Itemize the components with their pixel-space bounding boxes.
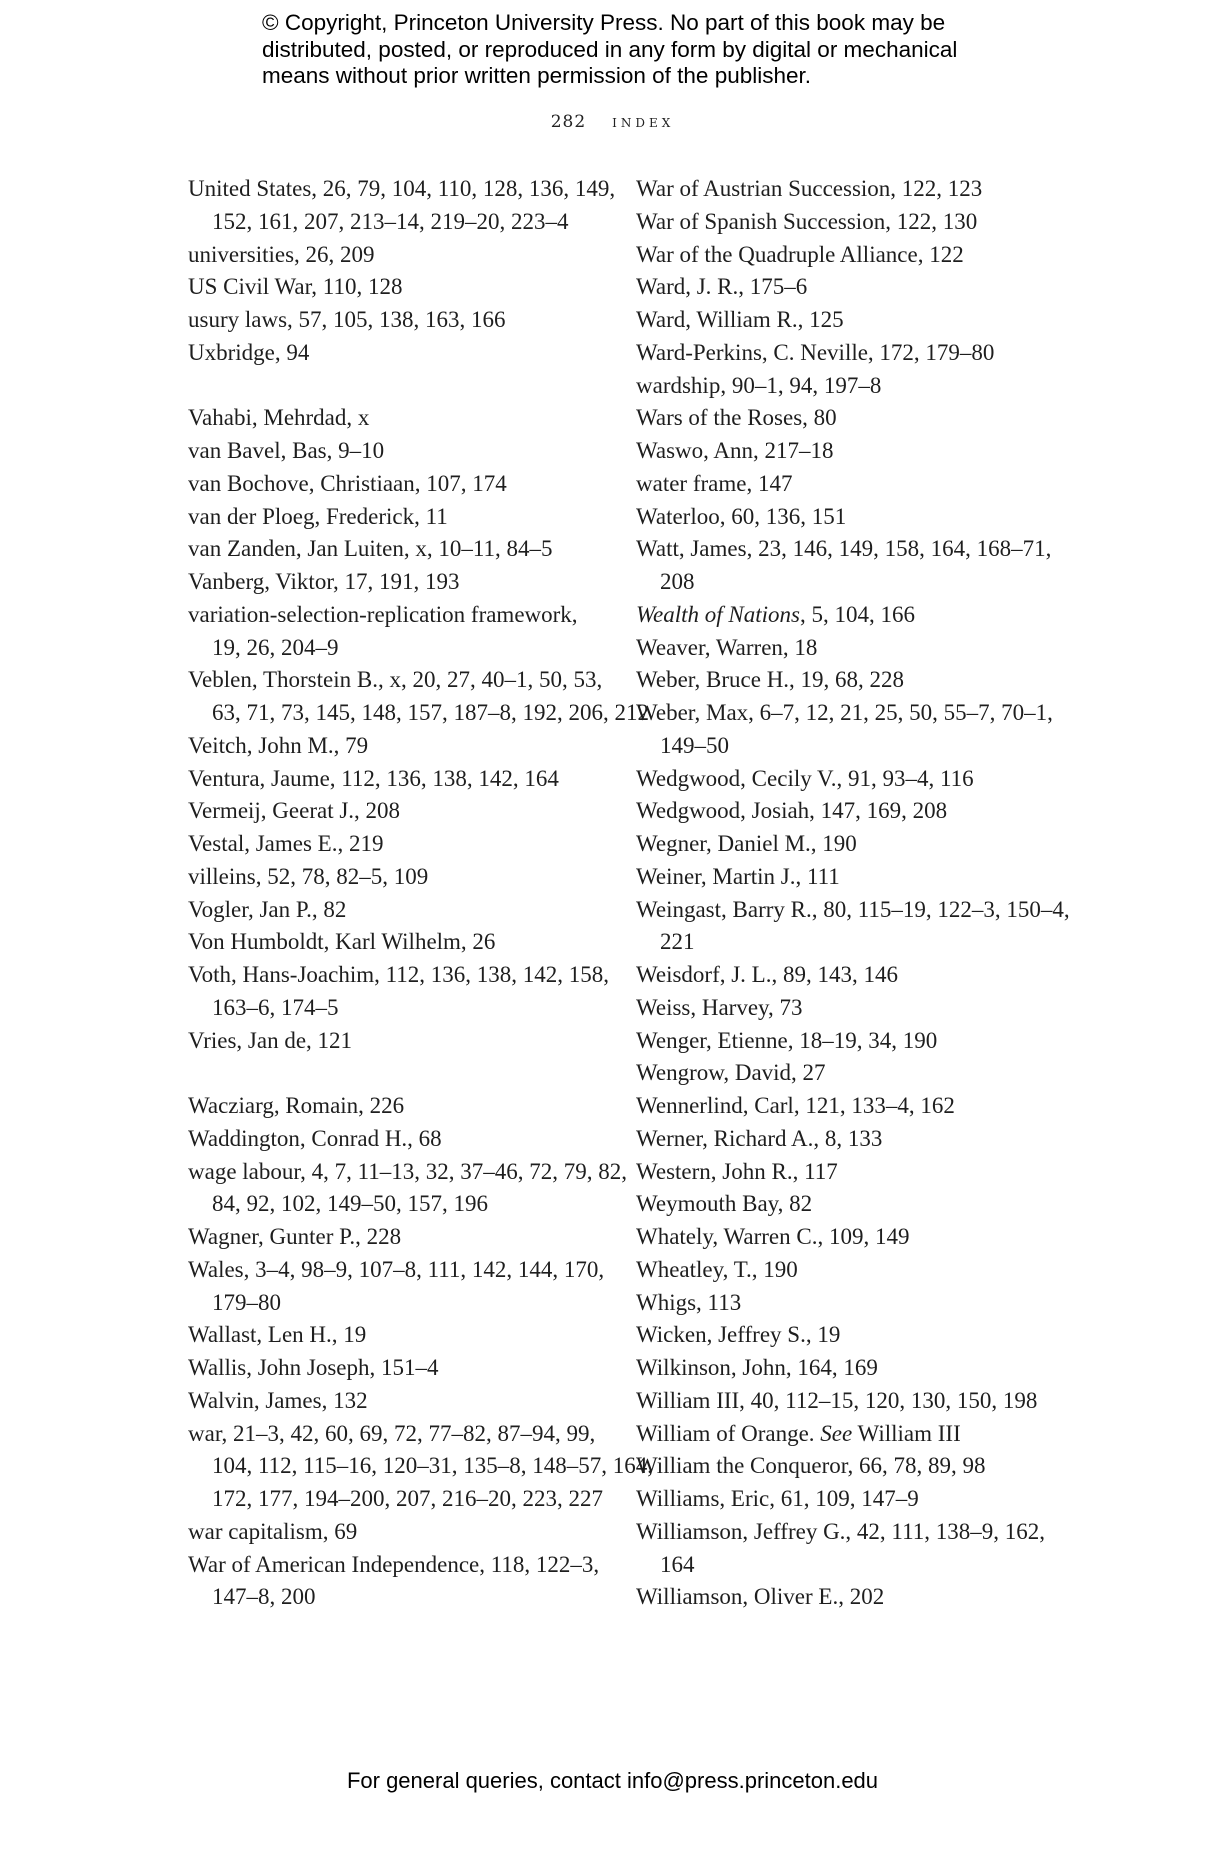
index-entry: Wenger, Etienne, 18–19, 34, 190 (636, 1027, 938, 1053)
index-entry: United States, 26, 79, 104, 110, 128, 136, 149, 152, 161, 207, 213–14, 219–20, 223–4 (188, 176, 616, 234)
index-entry: Weisdorf, J. L., 89, 143, 146 (636, 962, 898, 987)
index-entry: wardship, 90–1, 94, 197–8 (636, 372, 882, 398)
index-entry: Vermeij, Geerat J., 208 (188, 798, 401, 824)
index-entry: Watt, James, 23, 146, 149, 158, 164, 168–71, 208 (636, 536, 1052, 594)
copyright-line: distributed, posted, or reproduced in any form by digital or mechanical (262, 36, 958, 62)
index-entry: van Bavel, Bas, 9–10 (188, 438, 385, 463)
index-entry: Vanberg, Viktor, 17, 191, 193 (188, 569, 460, 594)
index-entry: Williamson, Jeffrey G., 42, 111, 138–9, 162, 164 (636, 1518, 1045, 1577)
index-entry: universities, 26, 209 (188, 241, 375, 267)
index-entry: Wedgwood, Cecily V., 91, 93–4, 116 (636, 765, 974, 791)
index-entry: Werner, Richard A., 8, 133 (636, 1125, 883, 1151)
index-entry: Uxbridge, 94 (188, 339, 310, 365)
index-entry: War of Austrian Succession, 122, 123 (636, 176, 983, 201)
index-entry: variation-selection-replication framework, 19, 26, 204–9 (188, 601, 578, 660)
index-entry: Weymouth Bay, 82 (636, 1191, 813, 1217)
index-entry: Weber, Max, 6–7, 12, 21, 25, 50, 55–7, 70–1, 149–50 (636, 700, 1053, 758)
index-entry: Veitch, John M., 79 (188, 732, 369, 758)
index-entry: War of Spanish Succession, 122, 130 (636, 208, 978, 234)
index-entry: US Civil War, 110, 128 (188, 274, 403, 300)
index-entry: water frame, 147 (636, 470, 793, 496)
index-entry: Weiss, Harvey, 73 (636, 994, 803, 1020)
index-entry: war, 21–3, 42, 60, 69, 72, 77–82, 87–94, 99, 104, 112, 115–16, 120–31, 135–8, 148–57, 164, 172, 177, 194–200, 207, 216–20, 223, 227 (188, 1420, 654, 1511)
index-entry: Wengrow, David, 27 (636, 1060, 826, 1086)
index-entry: Waterloo, 60, 136, 151 (636, 503, 847, 529)
index-entry: Williams, Eric, 61, 109, 147–9 (636, 1486, 919, 1511)
index-entry: van Zanden, Jan Luiten, x, 10–11, 84–5 (188, 536, 553, 562)
page-number: 282 (550, 112, 587, 132)
index-entry: Wicken, Jeffrey S., 19 (636, 1322, 841, 1348)
index-entry: War of American Independence, 118, 122–3, 147–8, 200 (188, 1551, 600, 1610)
index-entry: Western, John R., 117 (636, 1158, 838, 1184)
index-entry: Von Humboldt, Karl Wilhelm, 26 (188, 929, 496, 955)
letter-group-gap (188, 1057, 608, 1090)
index-entry: Waswo, Ann, 217–18 (636, 438, 834, 463)
index-entry: Wealth of Nations, 5, 104, 166 (636, 601, 915, 627)
index-entry: Wales, 3–4, 98–9, 107–8, 111, 142, 144, 170, 179–80 (188, 1256, 605, 1315)
index-entry: Wallast, Len H., 19 (188, 1322, 367, 1348)
index-column-left (188, 173, 654, 1614)
index-entry: William the Conqueror, 66, 78, 89, 98 (636, 1453, 986, 1479)
index-entry: Wars of the Roses, 80 (636, 405, 837, 431)
index-entry: wage labour, 4, 7, 11–13, 32, 37–46, 72, 79, 82, 84, 92, 102, 149–50, 157, 196 (188, 1158, 628, 1217)
index-entry: villeins, 52, 78, 82–5, 109 (188, 863, 429, 889)
index-entry: Whigs, 113 (636, 1289, 742, 1315)
book-title: Wealth of Nations (636, 601, 800, 627)
index-entry: Weber, Bruce H., 19, 68, 228 (636, 667, 905, 693)
index-column-right (636, 173, 1070, 1614)
index-entry: War of the Quadruple Alliance, 122 (636, 241, 964, 267)
index-entry: Vestal, James E., 219 (188, 831, 384, 856)
index-entry: Walvin, James, 132 (188, 1387, 368, 1413)
see-reference: See (820, 1420, 853, 1446)
index-entry: Williamson, Oliver E., 202 (636, 1584, 885, 1610)
running-head (0, 112, 1225, 132)
index-entry: Ward, J. R., 175–6 (636, 274, 808, 300)
copyright-line: means without prior written permission of the publisher. (262, 63, 812, 88)
index-entry: van Bochove, Christiaan, 107, 174 (188, 470, 507, 496)
index-entry: war capitalism, 69 (188, 1518, 358, 1544)
index-entry: Vries, Jan de, 121 (188, 1027, 353, 1053)
index-entry: Vogler, Jan P., 82 (188, 896, 347, 922)
index-entry: Whately, Warren C., 109, 149 (636, 1224, 910, 1249)
index-entry: Voth, Hans-Joachim, 112, 136, 138, 142, 158, 163–6, 174–5 (188, 962, 610, 1020)
copyright-line: © Copyright, Princeton University Press. No part of this book may be (262, 10, 946, 35)
index-entry: Wedgwood, Josiah, 147, 169, 208 (636, 798, 948, 824)
index-entry: Veblen, Thorstein B., x, 20, 27, 40–1, 50, 53, 63, 71, 73, 145, 148, 157, 187–8, 192, 206, 212 (188, 667, 649, 725)
footer-contact: For general queries, contact info@press.princeton.edu (346, 1768, 879, 1793)
copyright-notice (262, 10, 982, 90)
index-entry: Weingast, Barry R., 80, 115–19, 122–3, 150–4, 221 (636, 896, 1070, 955)
letter-group-gap (188, 370, 608, 403)
section-title: index (612, 112, 675, 132)
index-entry: Wagner, Gunter P., 228 (188, 1224, 402, 1249)
index-entry: Wallis, John Joseph, 151–4 (188, 1355, 439, 1380)
index-entry: Wilkinson, John, 164, 169 (636, 1355, 878, 1380)
index-entry: Waddington, Conrad H., 68 (188, 1125, 442, 1151)
index-entry: usury laws, 57, 105, 138, 163, 166 (188, 307, 506, 332)
index-entry: Ventura, Jaume, 112, 136, 138, 142, 164 (188, 765, 559, 791)
index-entry: Ward-Perkins, C. Neville, 172, 179–80 (636, 339, 995, 365)
index-entry: van der Ploeg, Frederick, 11 (188, 503, 448, 529)
index-entry: Weiner, Martin J., 111 (636, 863, 840, 889)
index-entry: William III, 40, 112–15, 120, 130, 150, 198 (636, 1387, 1038, 1413)
index-entry: Wegner, Daniel M., 190 (636, 831, 857, 856)
index-entry: Wheatley, T., 190 (636, 1256, 798, 1282)
index-entry: Wacziarg, Romain, 226 (188, 1093, 405, 1118)
index-entry: Weaver, Warren, 18 (636, 634, 818, 660)
index-entry: Vahabi, Mehrdad, x (188, 405, 370, 431)
index-entry: Wennerlind, Carl, 121, 133–4, 162 (636, 1093, 955, 1118)
index-entry: Ward, William R., 125 (636, 307, 844, 332)
index-entry: William of Orange. See William III (636, 1420, 961, 1446)
